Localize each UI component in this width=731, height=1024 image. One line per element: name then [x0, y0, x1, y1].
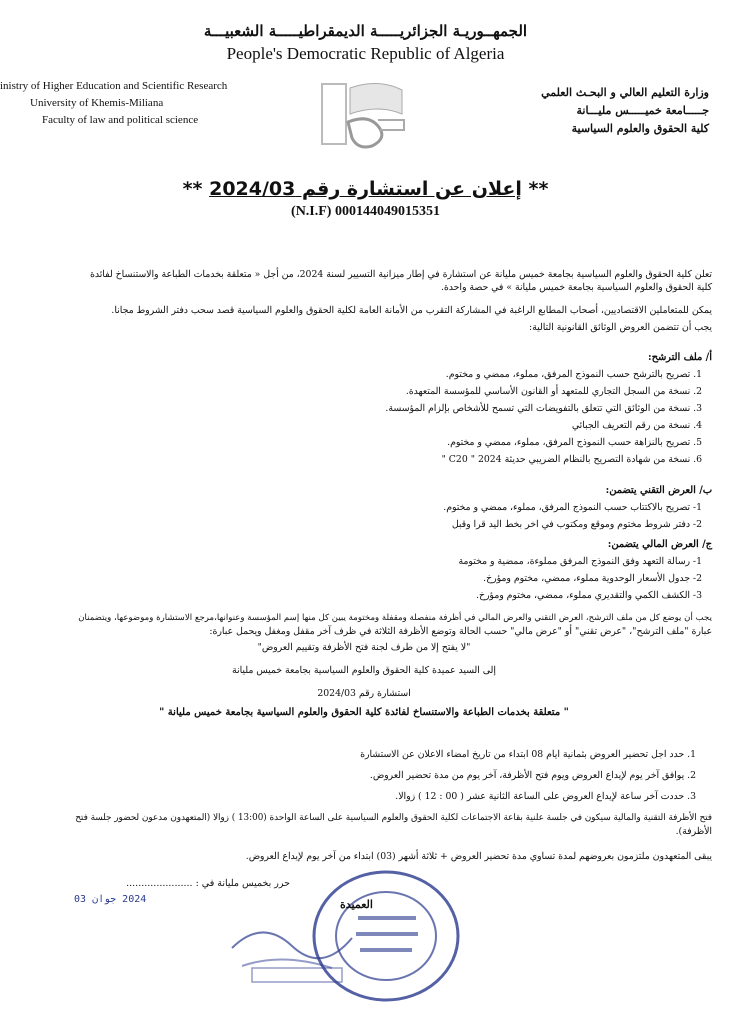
deadlines-block [16, 748, 712, 803]
handwritten-signature [222, 908, 372, 988]
section-a-title: أ/ ملف الترشح: [648, 352, 712, 363]
header-right-block [449, 84, 709, 138]
opening-block [16, 812, 712, 863]
deadline-item: 2. يوافق آخر يوم لإيداع العروض ويوم فتح الأظرفة، آخر يوم من مدة تحضير العروض. [369, 770, 696, 781]
signature-date: 2024 جوان 03 [74, 894, 147, 905]
envelope-line6: " متعلقة بخدمات الطباعة والاستنساخ لفائدة كلية الحقوق والعلوم السياسية بجامعة خميس مليانة " [159, 707, 569, 718]
signature-title: العميدة [340, 898, 373, 911]
envelope-block [16, 612, 712, 719]
intro-p3: يجب أن تتضمن العروض الوثائق القانونية التالية: [528, 322, 712, 333]
opening-line1: فتح الأظرفة التقنية والمالية سيكون في جلسة علنية بقاعة الاجتماعات لكلية الحقوق والعلوم السياسية على الساعة الواحدة (13:00 ) زوالا (المتعهدون مدعون لحضور جلسة فتح [75, 813, 712, 823]
envelope-line2: عبارة "ملف الترشح"، "عرض تقني" أو "عرض مالي" حسب الحالة وتوضع الأظرفة الثلاثة في ظرف آخر مقفل ومغفل ويحمل عبارة: [209, 626, 712, 637]
republic-arabic: الجمهــوريـة الجزائريـــــة الديمقراطيـــــة الشعبيـــة [203, 22, 528, 40]
section-a-item: 4. نسخة من رقم التعريف الجبائي [571, 420, 702, 431]
title-stars-right: ** [182, 178, 203, 200]
opening-line2: الأظرفة). [675, 826, 712, 837]
opening-line3: يبقى المتعهدون ملتزمون بعروضهم لمدة تساوي مدة تحضير العروض + ثلاثة أشهر (03) ابتداء من آخر يوم لإيداع العروض. [245, 851, 712, 862]
section-b-title: ب/ العرض التقني يتضمن: [605, 485, 712, 496]
deadline-item: 1. حدد اجل تحضير العروض بثمانية ايام 08 ابتداء من تاريخ امضاء الاعلان عن الاستشارة [360, 749, 696, 760]
section-a-item: 2. نسخة من السجل التجاري للمتعهد أو القانون الأساسي للمؤسسة المتعهدة. [405, 386, 702, 397]
university-ar: جـــــامعة خميـــــس مليـــانة [576, 104, 709, 117]
header-left-block [0, 78, 260, 129]
republic-english: People's Democratic Republic of Algeria [226, 44, 505, 63]
section-a-item: 6. نسخة من شهادة التصريح بالنظام الضريبي حديثة 2024 " C20 " [441, 454, 702, 465]
section-c-item: 3- الكشف الكمي والتقديري مملوء، ممضي، مختوم ومؤرخ. [475, 590, 702, 601]
section-a-item: 5. تصريح بالنزاهة حسب النموذج المرفق، مملوء، ممضي و مختوم. [447, 437, 702, 448]
ministry-ar: وزارة التعليم العالي و البحـث العلمي [541, 86, 709, 99]
title-text: إعلان عن استشارة رقم 2024/03 [209, 178, 522, 200]
section-a [16, 351, 712, 466]
section-b-item: 1- تصريح بالاكتتاب حسب النموذج المرفق، مملوء، ممضي و مختوم. [443, 502, 702, 513]
announcement-title [0, 178, 731, 200]
section-b [16, 484, 712, 531]
intro-p1-line1: تعلن كلية الحقوق والعلوم السياسية بجامعة خميس مليانة عن استشارة في إطار ميزانية التسيير لسنة 2024، من أجل « متعلقة بخدمات الطباعة والاستنساخ لفائدة [89, 269, 712, 280]
nif-number: (N.I.F) 000144049015351 [291, 204, 440, 219]
university-logo [318, 74, 414, 154]
faculty-ar: كلية الحقوق والعلوم السياسية [571, 122, 709, 135]
faculty-en: Faculty of law and political science [42, 114, 199, 126]
intro-block [16, 268, 712, 334]
intro-p1-line2: كلية الحقوق والعلوم السياسية بجامعة خميس مليانة » في حصة واحدة. [440, 282, 712, 293]
intro-p2: يمكن للمتعاملين الاقتصاديين، أصحاب المطابع الراغبة في المشاركة التقرب من الأمانة العامة لكلية الحقوق والعلوم السياسية قصد سحب دفتر الشروط مجانا. [111, 305, 712, 316]
envelope-line1: يجب أن يوضع كل من ملف الترشح، العرض التقني والعرض المالي في أظرفة منفصلة ومقفلة ومختومة يبين كل منها إسم المؤسسة وعنوانها،مرجع الاستشارة وموضوعها، ويتضمنان [78, 613, 712, 623]
section-c-title: ج/ العرض المالي يتضمن: [607, 539, 712, 550]
envelope-line5: استشارة رقم 2024/03 [317, 688, 411, 699]
ministry-en: inistry of Higher Education and Scientific Research [0, 80, 228, 92]
section-c-item: 2- جدول الأسعار الوحدوية مملوء، ممضي، مختوم ومؤرخ. [483, 573, 702, 584]
deadline-item: 3. حددت آخر ساعة لإيداع العروض على الساعة الثانية عشر ( 00 : 12 ) زوالا. [395, 791, 696, 802]
section-c-item: 1- رسالة التعهد وفق النموذج المرفق مملوءة، ممضية و مختومة [458, 556, 702, 567]
section-a-item: 1. تصريح بالترشح حسب النموذج المرفق، مملوء، ممضي و مختوم. [445, 369, 702, 380]
section-a-item: 3. نسخة من الوثائق التي تتعلق بالتفويضات التي تسمح للأشخاص بإلزام المؤسسة. [385, 403, 702, 414]
signature-place: حرر بخميس مليانة في : ...................... [126, 878, 290, 889]
section-c [16, 538, 712, 602]
section-b-item: 2- دفتر شروط مختوم وموقع ومكتوب في اخر بخط اليد قرا وقبل [451, 519, 702, 530]
university-en: University of Khemis-Miliana [30, 97, 164, 109]
title-stars-left: ** [528, 178, 549, 200]
envelope-line3: "لا يفتح إلا من طرف لجنة فتح الأظرفة وتقييم العروض" [257, 642, 471, 653]
envelope-line4: إلى السيد عميدة كلية الحقوق والعلوم السياسية بجامعة خميس مليانة [232, 665, 496, 676]
